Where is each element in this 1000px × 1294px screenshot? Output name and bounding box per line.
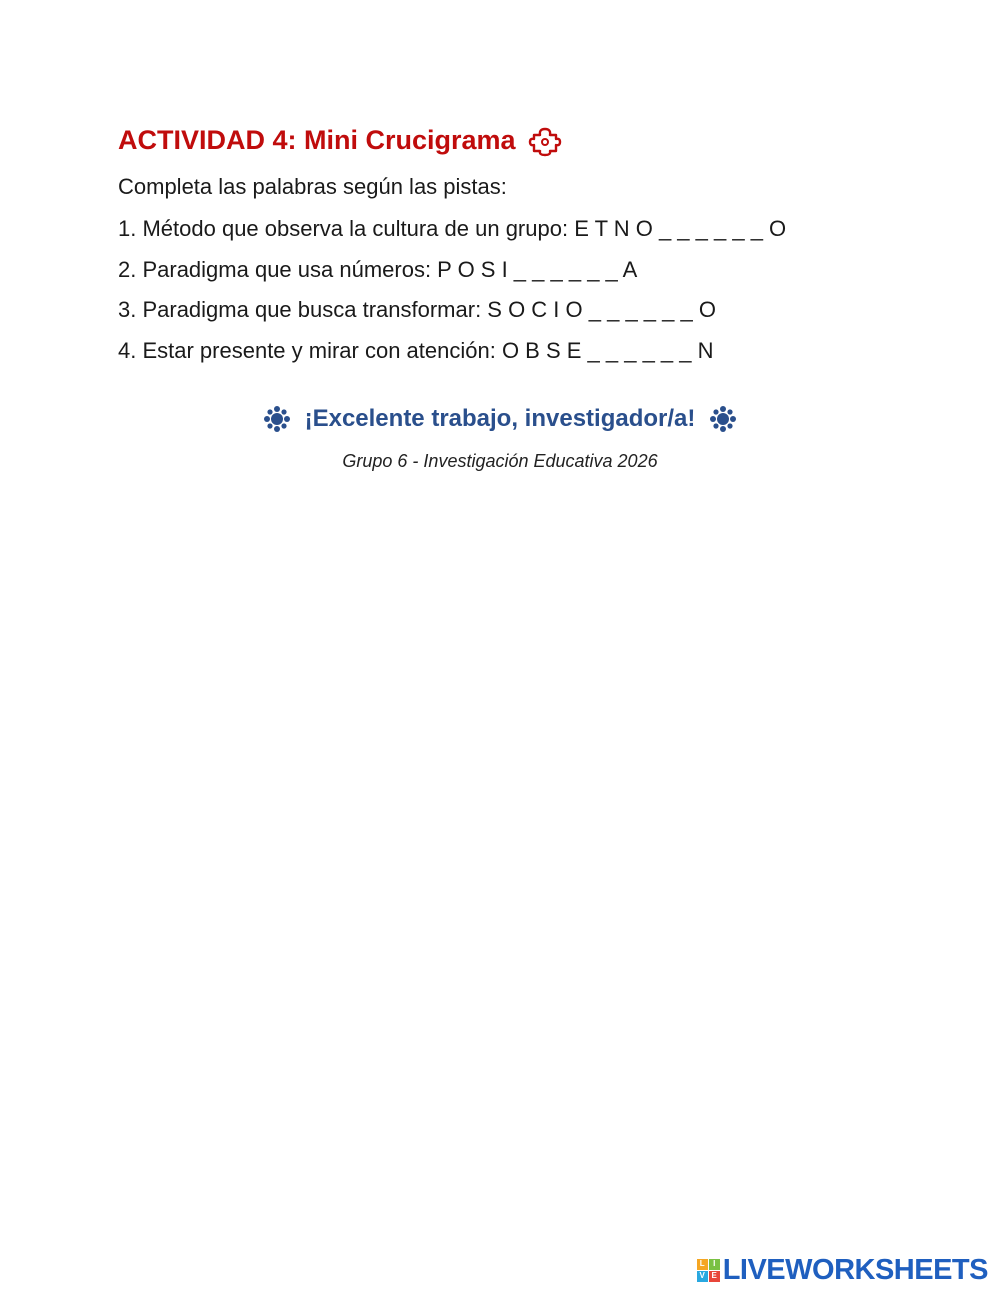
sparkle-icon (709, 405, 737, 433)
closing-text: ¡Excelente trabajo, investigador/a! (304, 405, 696, 432)
clue-item: 2. Paradigma que usa números: P O S I _ _ _ _ _ _ A (118, 256, 638, 282)
instructions: Completa las palabras según las pistas: (118, 174, 507, 199)
closing-message (0, 400, 1000, 438)
puzzle-icon (528, 123, 562, 157)
sparkle-icon (263, 405, 291, 433)
logo-letter: I (709, 1259, 720, 1270)
activity-section (118, 118, 918, 376)
activity-title-text: ACTIVIDAD 4: Mini Crucigrama (118, 125, 516, 155)
logo-letter: E (709, 1271, 720, 1282)
clue-list (118, 214, 918, 366)
logo-mark-icon (697, 1259, 720, 1282)
clue-item: 3. Paradigma que busca transformar: S O C I O _ _ _ _ _ _ O (118, 297, 716, 322)
credit-line: Grupo 6 - Investigación Educativa 2026 (342, 451, 658, 471)
logo-letter: V (697, 1271, 708, 1282)
clue-item: 1. Método que observa la cultura de un grupo: E T N O _ _ _ _ _ _ O (118, 216, 787, 241)
logo-letter: L (697, 1259, 708, 1270)
clue-item: 4. Estar presente y mirar con atención: O B S E _ _ _ _ _ _ N (118, 337, 714, 363)
activity-title (118, 118, 918, 162)
liveworksheets-logo[interactable] (697, 1254, 988, 1286)
logo-text: LIVEWORKSHEETS (722, 1254, 988, 1286)
